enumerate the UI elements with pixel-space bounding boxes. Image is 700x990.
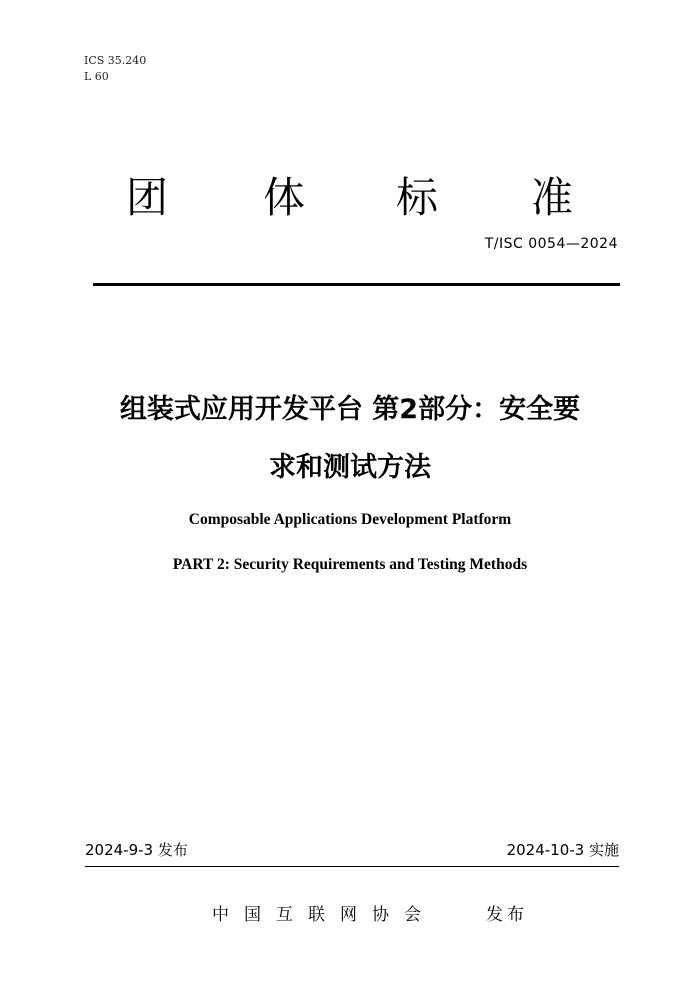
english-title-line-1: Composable Applications Development Platform — [188, 511, 512, 528]
header-rule — [93, 283, 620, 286]
issuing-organization: 中国互联网协会 — [212, 905, 436, 925]
chinese-title-line-1: 组装式应用开发平台 第2部分：安全要 — [119, 394, 581, 425]
english-title-line-2: PART 2: Security Requirements and Testing Methods — [172, 556, 528, 573]
document-type-heading — [0, 168, 700, 228]
release-date: 2024-9-3 发布 — [85, 841, 188, 859]
ccs-code: L 60 — [84, 70, 109, 83]
implementation-date: 2024-10-3 实施 — [506, 841, 619, 859]
doc-type-char: 准 — [530, 173, 573, 222]
chinese-title-line-2: 求和测试方法 — [269, 452, 431, 483]
doc-type-char: 体 — [262, 173, 305, 222]
standard-number: T/ISC 0054—2024 — [484, 236, 618, 252]
publish-label: 发布 — [486, 905, 528, 925]
ics-code: ICS 35.240 — [84, 54, 147, 67]
doc-type-char: 团 — [125, 173, 168, 222]
classification-codes — [84, 53, 146, 85]
doc-type-char: 标 — [395, 173, 438, 222]
footer-rule — [85, 866, 619, 867]
